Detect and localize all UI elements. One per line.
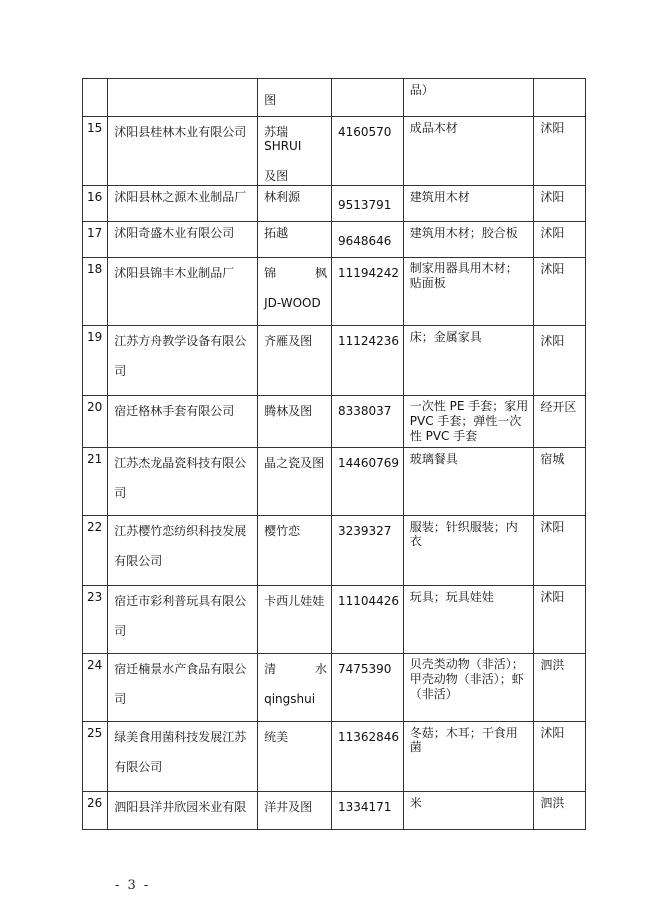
cell-reg-no: 7475390 — [331, 654, 403, 722]
cell-goods: 米 — [403, 792, 534, 830]
cell-company: 泗阳县洋井欣园米业有限 — [108, 792, 258, 830]
cell-goods: 一次性 PE 手套；家用 PVC 手套；弹性一次性 PVC 手套 — [403, 396, 534, 448]
cell-goods: 玻璃餐具 — [403, 448, 534, 516]
cell-area: 泗洪 — [534, 792, 586, 830]
cell-goods: 制家用器具用木材；贴面板 — [403, 258, 534, 326]
cell-no: 16 — [83, 186, 108, 222]
cell-reg-no: 9513791 — [331, 186, 403, 222]
cell-company: 江苏樱竹恋纺织科技发展 有限公司 — [108, 516, 258, 586]
table-row — [83, 326, 586, 396]
cell-reg-no: 11362846 — [331, 722, 403, 792]
cell-trademark: 锦 枫 JD-WOOD — [258, 258, 332, 326]
cell-no — [83, 79, 108, 117]
cell-company: 宿迁格林手套有限公司 — [108, 396, 258, 448]
cell-goods: 品） — [403, 79, 534, 117]
cell-trademark: 林利源 — [258, 186, 332, 222]
cell-area — [534, 79, 586, 117]
cell-goods: 床；金属家具 — [403, 326, 534, 396]
cell-trademark: 图 — [258, 79, 332, 117]
page-number: - 3 - — [115, 878, 151, 893]
table-row — [83, 792, 586, 830]
cell-trademark: 拓越 — [258, 222, 332, 258]
cell-trademark: 齐雁及图 — [258, 326, 332, 396]
cell-trademark: 腾林及图 — [258, 396, 332, 448]
cell-reg-no: 11104426 — [331, 586, 403, 654]
cell-trademark: 苏瑞 SHRUI 及图 — [258, 117, 332, 186]
cell-no: 19 — [83, 326, 108, 396]
cell-company: 沭阳奇盛木业有限公司 — [108, 222, 258, 258]
cell-company: 宿迁楠景水产食品有限公 司 — [108, 654, 258, 722]
cell-goods: 建筑用木材；胶合板 — [403, 222, 534, 258]
cell-goods: 贝壳类动物（非活）；甲壳动物（非活）；虾（非活） — [403, 654, 534, 722]
cell-goods: 服装；针织服装；内衣 — [403, 516, 534, 586]
cell-reg-no: 11124236 — [331, 326, 403, 396]
cell-area: 沭阳 — [534, 516, 586, 586]
cell-trademark: 清 水 qingshui — [258, 654, 332, 722]
cell-no: 15 — [83, 117, 108, 186]
cell-goods: 建筑用木材 — [403, 186, 534, 222]
cell-area: 沭阳 — [534, 186, 586, 222]
table-row — [83, 258, 586, 326]
cell-reg-no — [331, 79, 403, 117]
cell-company: 沭阳县锦丰木业制品厂 — [108, 258, 258, 326]
cell-trademark: 樱竹恋 — [258, 516, 332, 586]
table-row — [83, 654, 586, 722]
cell-area: 泗洪 — [534, 654, 586, 722]
cell-area: 沭阳 — [534, 586, 586, 654]
cell-goods: 成品木材 — [403, 117, 534, 186]
cell-company: 宿迁市彩利普玩具有限公 司 — [108, 586, 258, 654]
cell-reg-no: 14460769 — [331, 448, 403, 516]
trademark-table — [82, 78, 586, 830]
cell-no: 20 — [83, 396, 108, 448]
cell-area: 宿城 — [534, 448, 586, 516]
table-row — [83, 222, 586, 258]
table-row — [83, 722, 586, 792]
cell-reg-no: 3239327 — [331, 516, 403, 586]
cell-reg-no: 4160570 — [331, 117, 403, 186]
cell-company: 江苏方舟教学设备有限公 司 — [108, 326, 258, 396]
table-row — [83, 396, 586, 448]
table-row — [83, 186, 586, 222]
cell-no: 17 — [83, 222, 108, 258]
cell-trademark: 统美 — [258, 722, 332, 792]
cell-reg-no: 1334171 — [331, 792, 403, 830]
cell-reg-no: 8338037 — [331, 396, 403, 448]
cell-goods: 玩具；玩具娃娃 — [403, 586, 534, 654]
cell-no: 25 — [83, 722, 108, 792]
table-row — [83, 448, 586, 516]
cell-company — [108, 79, 258, 117]
cell-company: 江苏杰龙晶瓷科技有限公 司 — [108, 448, 258, 516]
cell-company: 沭阳县桂林木业有限公司 — [108, 117, 258, 186]
cell-area: 沭阳 — [534, 258, 586, 326]
cell-goods: 冬菇；木耳；干食用菌 — [403, 722, 534, 792]
cell-area: 沭阳 — [534, 117, 586, 186]
cell-company: 绿美食用菌科技发展江苏 有限公司 — [108, 722, 258, 792]
cell-area: 经开区 — [534, 396, 586, 448]
cell-trademark: 卡西儿娃娃 — [258, 586, 332, 654]
cell-no: 24 — [83, 654, 108, 722]
cell-no: 23 — [83, 586, 108, 654]
table-row — [83, 117, 586, 186]
cell-no: 21 — [83, 448, 108, 516]
table-row — [83, 516, 586, 586]
cell-area: 沭阳 — [534, 326, 586, 396]
cell-area: 沭阳 — [534, 222, 586, 258]
cell-no: 26 — [83, 792, 108, 830]
cell-trademark: 晶之瓷及图 — [258, 448, 332, 516]
cell-reg-no: 9648646 — [331, 222, 403, 258]
cell-no: 18 — [83, 258, 108, 326]
cell-reg-no: 11194242 — [331, 258, 403, 326]
table-row — [83, 79, 586, 117]
cell-area: 沭阳 — [534, 722, 586, 792]
cell-trademark: 洋井及图 — [258, 792, 332, 830]
cell-company: 沭阳县林之源木业制品厂 — [108, 186, 258, 222]
table-row — [83, 586, 586, 654]
cell-no: 22 — [83, 516, 108, 586]
